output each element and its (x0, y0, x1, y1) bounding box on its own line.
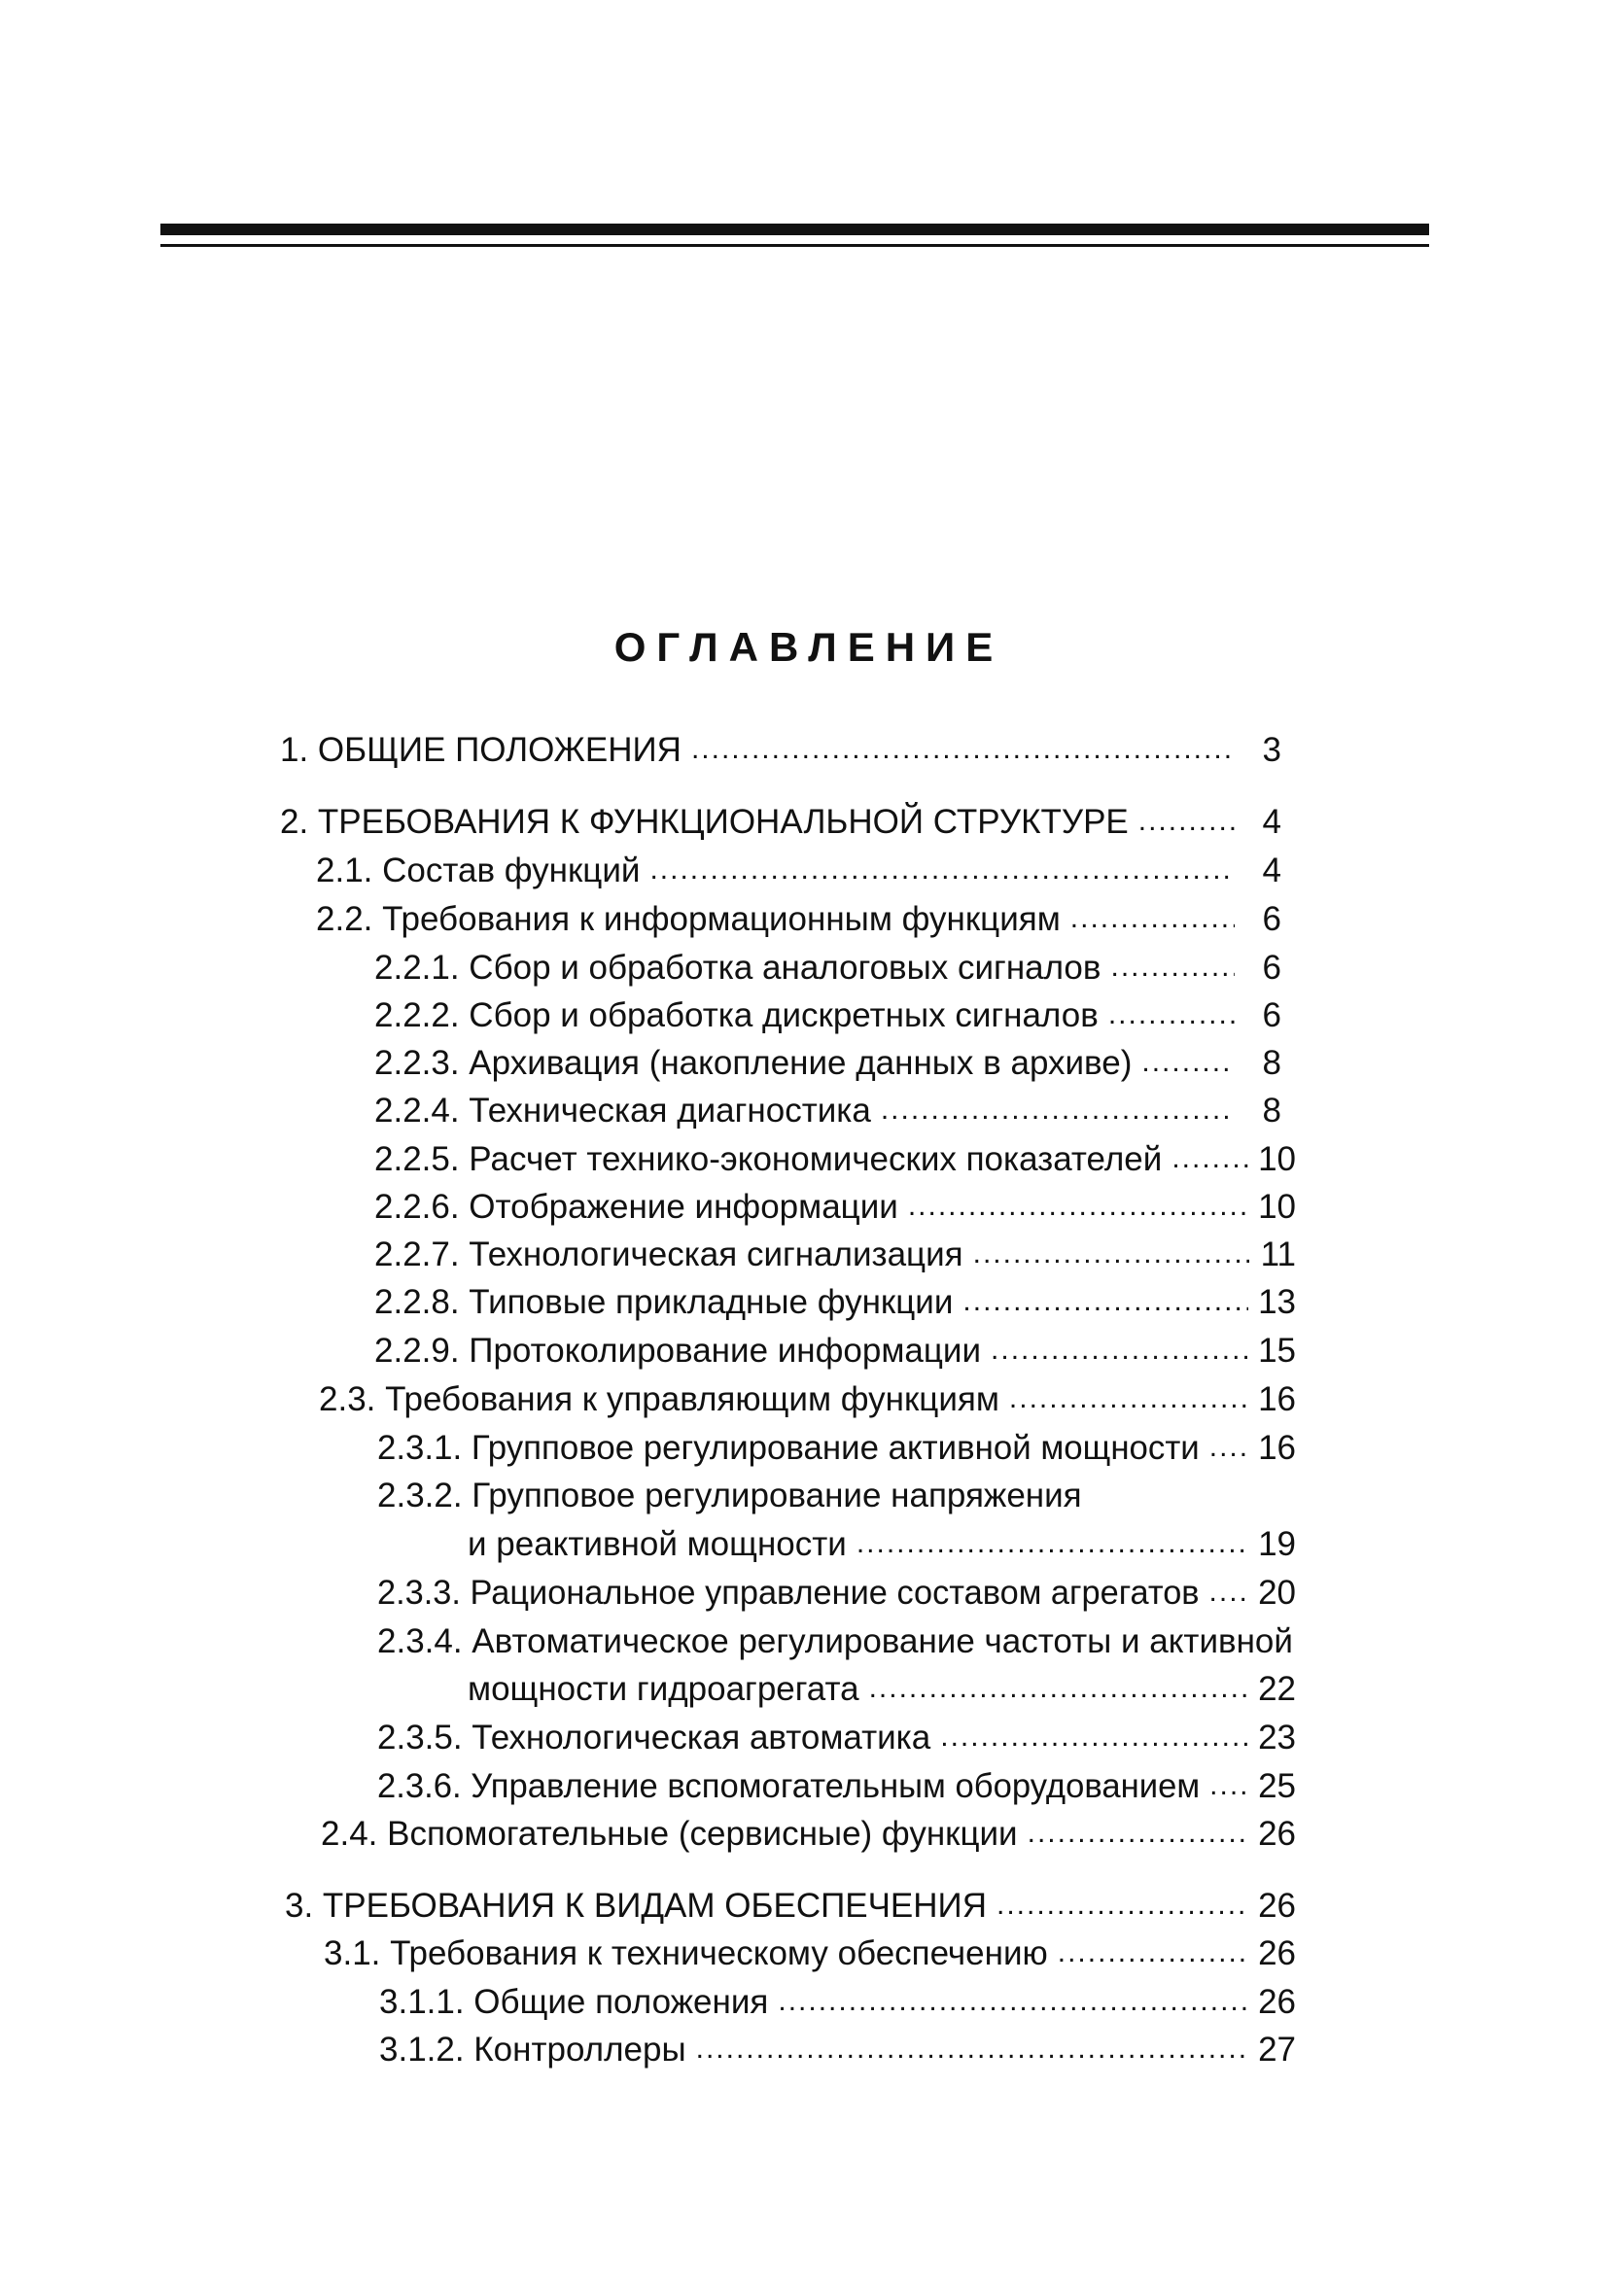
toc-entry-label: 2.1. Состав функций (316, 852, 641, 889)
toc-entry-label: 2.2.5. Расчет технико-экономических показателей (374, 1140, 1163, 1178)
toc-entry-2-2-7[interactable] (374, 1235, 1296, 1274)
toc-entry-2-3-2-first-line[interactable]: 2.3.2. Групповое регулирование напряжения (377, 1477, 1082, 1514)
leader-dots (691, 735, 1235, 770)
leader-dots (649, 855, 1235, 890)
toc-entry-label: 3.1.2. Контроллеры (379, 2031, 686, 2069)
toc-entry-label: 2.3. Требования к управляющим функциям (319, 1380, 999, 1418)
toc-entry-label: 1. ОБЩИЕ ПОЛОЖЕНИЯ (280, 731, 682, 769)
toc-entry-label: и реактивной мощности (468, 1525, 847, 1563)
toc-entry-page: 6 (1262, 949, 1281, 987)
toc-entry-label: 2.2.8. Типовые прикладные функции (374, 1283, 954, 1321)
toc-entry-3[interactable] (285, 1887, 1296, 1926)
toc-entry-2-2-2[interactable] (374, 996, 1281, 1035)
leader-dots (1111, 953, 1236, 988)
leader-dots (1209, 1433, 1248, 1468)
toc-entry-label: 2. ТРЕБОВАНИЯ К ФУНКЦИОНАЛЬНОЙ СТРУКТУРЕ (280, 803, 1129, 841)
toc-entry-2-3-4-first-line[interactable]: 2.3.4. Автоматическое регулирование частоты и активной (377, 1622, 1293, 1660)
leader-dots (1009, 1384, 1248, 1419)
toc-entry-label: 2.2.3. Архивация (накопление данных в архиве) (374, 1044, 1133, 1082)
toc-entry-page: 19 (1258, 1525, 1296, 1563)
toc-entry-label: мощности гидроагрегата (468, 1670, 859, 1708)
toc-entry-2-2[interactable] (316, 900, 1281, 939)
toc-entry-page: 3 (1262, 731, 1281, 769)
toc-entry-label: 2.3.3. Рациональное управление составом агрегатов (377, 1574, 1200, 1612)
toc-entry-2-2-3[interactable] (374, 1044, 1281, 1083)
toc-entry-page: 26 (1258, 1887, 1296, 1925)
toc-entry-1[interactable] (280, 731, 1281, 770)
toc-entry-page: 13 (1258, 1283, 1296, 1321)
leader-dots (908, 1192, 1248, 1227)
toc-entry-page: 22 (1258, 1670, 1296, 1708)
toc-entry-2-2-6[interactable] (374, 1188, 1296, 1227)
toc-entry-2-4[interactable] (321, 1815, 1296, 1854)
toc-entry-label: 2.2.6. Отображение информации (374, 1188, 898, 1226)
toc-entry-page: 8 (1262, 1092, 1281, 1130)
leader-dots (1141, 1048, 1235, 1083)
toc-entry-page: 10 (1258, 1188, 1296, 1226)
leader-dots (1209, 1771, 1248, 1806)
toc-entry-page: 26 (1258, 1815, 1296, 1853)
toc-entry-label: 3.1.1. Общие положения (379, 1983, 769, 2021)
toc-entry-page: 4 (1262, 803, 1281, 841)
toc-entry-page: 4 (1262, 852, 1281, 889)
leader-dots (991, 1336, 1248, 1371)
toc-entry-page: 26 (1258, 1983, 1296, 2021)
toc-entry-3-1-1[interactable] (379, 1983, 1296, 2022)
leader-dots (1070, 904, 1235, 939)
toc-entry-page: 6 (1262, 996, 1281, 1034)
leader-dots (973, 1239, 1249, 1274)
toc-entry-label: 2.2.4. Техническая диагностика (374, 1092, 871, 1130)
toc-entry-page: 15 (1258, 1332, 1296, 1370)
toc-entry-label: 2.3.5. Технологическая автоматика (377, 1719, 931, 1757)
leader-dots (940, 1722, 1248, 1757)
leader-dots (778, 1987, 1248, 2022)
leader-dots (996, 1891, 1248, 1926)
toc-entry-label: 2.2.1. Сбор и обработка аналоговых сигналов (374, 949, 1101, 987)
toc-entry-2-3-6[interactable] (377, 1767, 1296, 1806)
toc-entry-2-2-4[interactable] (374, 1092, 1281, 1131)
toc-entry-page: 6 (1262, 900, 1281, 938)
toc-entry-label: 2.4. Вспомогательные (сервисные) функции (321, 1815, 1018, 1853)
toc-entry-page: 27 (1258, 2031, 1296, 2069)
leader-dots (1108, 1000, 1235, 1035)
toc-entry-2-2-1[interactable] (374, 949, 1281, 988)
toc-entry-label: 2.2.7. Технологическая сигнализация (374, 1235, 963, 1273)
leader-dots (1209, 1578, 1249, 1613)
leader-dots (881, 1096, 1235, 1131)
leader-dots (696, 2035, 1248, 2070)
toc-entry-2-2-9[interactable] (374, 1332, 1296, 1371)
toc-entry-2-2-5[interactable] (374, 1140, 1296, 1179)
toc-entry-label: 2.2. Требования к информационным функциям (316, 900, 1061, 938)
leader-dots (1138, 807, 1235, 842)
leader-dots (962, 1287, 1248, 1322)
toc-entry-label: 2.2.2. Сбор и обработка дискретных сигналов (374, 996, 1099, 1034)
toc-entry-page: 20 (1258, 1574, 1296, 1612)
toc-entry-2-3-3[interactable] (377, 1574, 1296, 1613)
toc-entry-label: 2.2.9. Протоколирование информации (374, 1332, 982, 1370)
toc-entry-2-3[interactable] (319, 1380, 1296, 1419)
toc-entry-3-1-2[interactable] (379, 2031, 1296, 2070)
toc-entry-label: 3. ТРЕБОВАНИЯ К ВИДАМ ОБЕСПЕЧЕНИЯ (285, 1887, 987, 1925)
toc-entry-2-3-2[interactable] (468, 1525, 1296, 1564)
toc-entry-label: 2.3.6. Управление вспомогательным оборудованием (377, 1767, 1201, 1805)
leader-dots (1171, 1144, 1248, 1179)
toc-entry-2-3-4[interactable] (468, 1670, 1296, 1709)
toc-entry-2-1[interactable] (316, 852, 1281, 890)
toc-title: ОГЛАВЛЕНИЕ (613, 624, 1004, 670)
toc-entry-2-3-5[interactable] (377, 1719, 1296, 1757)
toc-entry-label: 3.1. Требования к техническому обеспечению (324, 1934, 1048, 1972)
leader-dots (1058, 1938, 1248, 1973)
toc-entry-page: 16 (1258, 1429, 1296, 1467)
leader-dots (1028, 1819, 1248, 1854)
toc-entry-page: 10 (1258, 1140, 1296, 1178)
leader-dots (856, 1529, 1248, 1564)
leader-dots (869, 1674, 1249, 1709)
toc-entry-page: 16 (1258, 1380, 1296, 1418)
toc-entry-2[interactable] (280, 803, 1281, 842)
toc-entry-label: 2.3.1. Групповое регулирование активной мощности (377, 1429, 1200, 1467)
toc-entry-page: 8 (1262, 1044, 1281, 1082)
toc-entry-page: 11 (1260, 1235, 1296, 1273)
toc-entry-page: 23 (1258, 1719, 1296, 1757)
toc-entry-page: 26 (1258, 1934, 1296, 1972)
toc-entry-2-2-8[interactable] (374, 1283, 1296, 1322)
toc-entry-3-1[interactable] (324, 1934, 1296, 1973)
toc-entry-page: 25 (1258, 1767, 1296, 1805)
toc-entry-2-3-1[interactable] (377, 1429, 1296, 1468)
